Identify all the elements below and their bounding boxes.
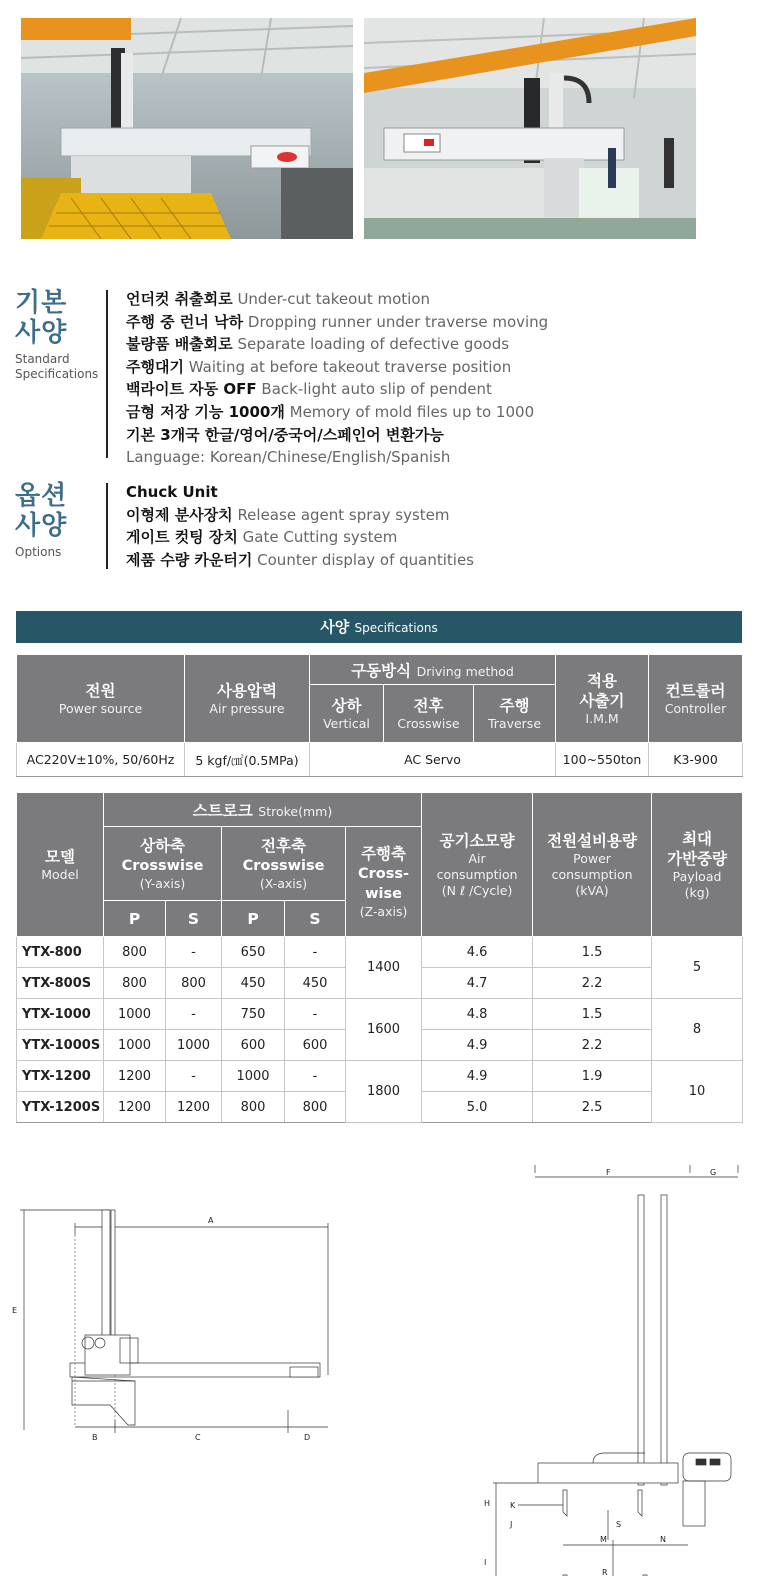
text-label: Back-light auto slip of pendent: [261, 380, 492, 399]
list-item: [126, 311, 586, 334]
text-label: 불량품 배출회로: [126, 335, 233, 354]
text-label: Air consumption (N ℓ /Cycle): [436, 850, 518, 898]
text-label: 상하: [331, 696, 362, 715]
text-label: Cross- wise: [358, 865, 410, 902]
text-label: P: [247, 909, 259, 928]
table-cell: 2.2: [533, 968, 652, 999]
cell-z-stroke: 1400: [346, 937, 422, 999]
cell-air: 5 kgf/㎠(0.5MPa): [185, 743, 310, 777]
text-label: 백라이트 자동 OFF: [126, 380, 257, 399]
header-crosswise: [384, 685, 474, 743]
header-z-axis: [346, 827, 422, 937]
spec-header-ko: 사양: [320, 618, 350, 636]
table-cell: 800: [285, 1092, 346, 1123]
header-air-pressure: [185, 655, 310, 743]
list-item: [126, 401, 586, 424]
text-label: 주행축: [361, 844, 406, 863]
text-label: 공기소모량: [439, 831, 515, 850]
text-label: Air pressure: [209, 700, 285, 716]
text-label: 금형 저장 기능 1000개: [126, 402, 285, 421]
header-imm: [556, 655, 649, 743]
divider: [106, 483, 108, 569]
label-f: F: [606, 1168, 611, 1177]
table-cell: 800: [166, 968, 222, 999]
table-row: [17, 1061, 743, 1092]
list-item: [126, 288, 586, 311]
side-view-drawing: [10, 1205, 350, 1445]
label-b: B: [92, 1433, 98, 1442]
text-label: 언더컷 취출회로: [126, 290, 233, 308]
table-cell: 4.9: [422, 1061, 533, 1092]
spec-header-en: Specifications: [354, 621, 438, 635]
text-label: 전원: [85, 681, 116, 700]
table-cell: 800: [222, 1092, 285, 1123]
header-power-consumption: [533, 793, 652, 937]
list-item: [126, 504, 586, 527]
cell-z-stroke: 1600: [346, 999, 422, 1061]
text-label: Gate Cutting system: [242, 528, 398, 547]
label-s: S: [616, 1520, 622, 1529]
text-label: Release agent spray system: [237, 505, 450, 524]
text-label: S: [187, 909, 200, 928]
text-label: Vertical: [323, 715, 370, 731]
text-label: 기본 3개국 한글/영어/중국어/스페인어 변환가능: [126, 425, 444, 444]
table-cell: 750: [222, 999, 285, 1030]
standard-title-en: Standard Specifications: [15, 352, 99, 381]
text-label: Separate loading of defective goods: [237, 335, 510, 354]
table-cell: 1.9: [533, 1061, 652, 1092]
table-cell: -: [166, 1061, 222, 1092]
header-traverse: [474, 685, 556, 743]
header-driving-method: [310, 655, 556, 685]
text-label: P: [128, 909, 141, 928]
text-label: Chuck Unit: [126, 483, 218, 501]
table-cell: 1000: [104, 999, 166, 1030]
cell-payload: 5: [652, 937, 743, 999]
list-item: [126, 356, 586, 379]
table-cell: 1200: [166, 1092, 222, 1123]
table-cell: 4.8: [422, 999, 533, 1030]
text-label: S: [309, 909, 321, 928]
table-cell: 1200: [104, 1061, 166, 1092]
header-vertical: [310, 685, 384, 743]
front-view-drawing: [478, 1165, 753, 1576]
table-cell: 450: [222, 968, 285, 999]
label-g: G: [710, 1168, 717, 1177]
header-controller: [649, 655, 743, 743]
text-label: Crosswise: [121, 857, 204, 874]
list-item: [126, 333, 586, 356]
table-cell: -: [166, 937, 222, 968]
specifications-header: [16, 611, 742, 643]
text-label: Waiting at before takeout traverse position: [188, 357, 512, 376]
table-cell: 600: [222, 1030, 285, 1061]
label-d: D: [304, 1433, 311, 1442]
cell-model: YTX-1200S: [17, 1092, 104, 1123]
text-label: I.M.M: [585, 710, 619, 726]
robot-photo-2: [364, 18, 696, 239]
text-label: 제품 수량 카운터기: [126, 550, 253, 569]
cell-model: YTX-800S: [17, 968, 104, 999]
cell-z-stroke: 1800: [346, 1061, 422, 1123]
table-cell: 800: [104, 937, 166, 968]
text-label: Traverse: [487, 715, 542, 731]
table-cell: 450: [285, 968, 346, 999]
header-air-consumption: [422, 793, 533, 937]
label-k: K: [510, 1501, 516, 1510]
text-label: Payload (kg): [672, 868, 722, 900]
text-label: 전후: [413, 696, 444, 715]
table-cell: 650: [222, 937, 285, 968]
robot-photo-1: [21, 18, 353, 239]
label-c: C: [195, 1433, 201, 1442]
text-label: 이형제 분사장치: [126, 505, 233, 524]
text-label: 상하축: [140, 836, 185, 855]
table-cell: 1000: [166, 1030, 222, 1061]
header-model: [17, 793, 104, 937]
cell-power: AC220V±10%, 50/60Hz: [17, 743, 185, 777]
text-label: Memory of mold files up to 1000: [289, 402, 535, 421]
standard-list: [126, 288, 586, 469]
text-label: (Y-axis): [139, 875, 186, 891]
list-item: [126, 526, 586, 549]
standard-title-ko: 기본 사양: [15, 288, 68, 348]
text-label: 게이트 컷팅 장치: [126, 528, 238, 547]
header-x-s: [285, 901, 346, 937]
text-label: (Z-axis): [359, 903, 408, 919]
text-label: 사용압력: [217, 681, 277, 700]
header-y-s: [166, 901, 222, 937]
cell-model: YTX-1000S: [17, 1030, 104, 1061]
label-a: A: [208, 1216, 214, 1225]
text-label: Language: Korean/Chinese/English/Spanish: [126, 448, 451, 467]
options-title-ko: 옵션 사양: [15, 481, 68, 541]
label-m: M: [600, 1535, 607, 1544]
label-e: E: [12, 1306, 18, 1315]
text-label: Crosswise: [397, 715, 460, 731]
header-stroke: [104, 793, 422, 827]
cell-imm: 100~550ton: [556, 743, 649, 777]
table-cell: 2.5: [533, 1092, 652, 1123]
table-cell: -: [166, 999, 222, 1030]
list-item: [126, 378, 586, 401]
options-list: [126, 481, 586, 571]
table-cell: -: [285, 999, 346, 1030]
options-title-en: Options: [15, 545, 62, 559]
table-cell: 1.5: [533, 937, 652, 968]
text-label: 컨트롤러: [665, 681, 726, 700]
cell-payload: 8: [652, 999, 743, 1061]
table-row: [17, 937, 743, 968]
divider: [106, 290, 108, 458]
text-label: 최대 가반중량: [667, 829, 727, 868]
header-power: [17, 655, 185, 743]
table-cell: 4.9: [422, 1030, 533, 1061]
text-label: Counter display of quantities: [257, 550, 474, 569]
table-cell: -: [285, 937, 346, 968]
text-label: 구동방식: [351, 661, 412, 680]
table-cell: 4.7: [422, 968, 533, 999]
text-label: Stroke(mm): [258, 803, 333, 819]
text-label: 스트로크: [192, 801, 253, 820]
header-y-p: [104, 901, 166, 937]
table-cell: 800: [104, 968, 166, 999]
table-cell: 1000: [104, 1030, 166, 1061]
table-cell: 1000: [222, 1061, 285, 1092]
text-label: Dropping runner under traverse moving: [247, 312, 549, 331]
text-label: Model: [41, 866, 79, 882]
text-label: Crosswise: [242, 857, 325, 874]
text-label: 주행: [499, 696, 530, 715]
table-cell: 1200: [104, 1092, 166, 1123]
text-label: 주행대기: [126, 357, 184, 376]
table-cell: 1.5: [533, 999, 652, 1030]
text-label: Under-cut takeout motion: [237, 290, 431, 308]
table-cell: 2.2: [533, 1030, 652, 1061]
table-row: [17, 999, 743, 1030]
table-cell: 5.0: [422, 1092, 533, 1123]
list-item: [126, 481, 586, 504]
header-x-p: [222, 901, 285, 937]
table-cell: 4.6: [422, 937, 533, 968]
cell-model: YTX-1200: [17, 1061, 104, 1092]
text-label: (X-axis): [259, 875, 308, 891]
label-h: H: [484, 1499, 491, 1508]
basic-spec-table: [16, 654, 743, 777]
list-item: [126, 446, 586, 469]
label-n: N: [660, 1535, 666, 1544]
text-label: 주행 중 런너 낙하: [126, 312, 244, 331]
text-label: 전원설비용량: [547, 831, 637, 850]
cell-controller: K3-900: [649, 743, 743, 777]
label-j: J: [510, 1520, 513, 1529]
text-label: Power consumption (kVA): [551, 850, 633, 898]
label-i: I: [484, 1558, 487, 1567]
table-cell: -: [285, 1061, 346, 1092]
cell-payload: 10: [652, 1061, 743, 1123]
text-label: 모델: [45, 847, 75, 866]
text-label: Controller: [664, 700, 727, 716]
header-payload: [652, 793, 743, 937]
list-item: [126, 424, 586, 447]
table-cell: 600: [285, 1030, 346, 1061]
text-label: 전후축: [261, 836, 306, 855]
cell-model: YTX-800: [17, 937, 104, 968]
cell-model: YTX-1000: [17, 999, 104, 1030]
label-r: R: [602, 1568, 608, 1576]
header-x-axis: [222, 827, 346, 901]
text-label: Power source: [58, 700, 143, 716]
cell-drive: AC Servo: [310, 743, 556, 777]
header-y-axis: [104, 827, 222, 901]
model-spec-table: [16, 792, 743, 1123]
text-label: 적용 사출기: [579, 671, 625, 710]
list-item: [126, 549, 586, 572]
text-label: Driving method: [416, 663, 514, 679]
